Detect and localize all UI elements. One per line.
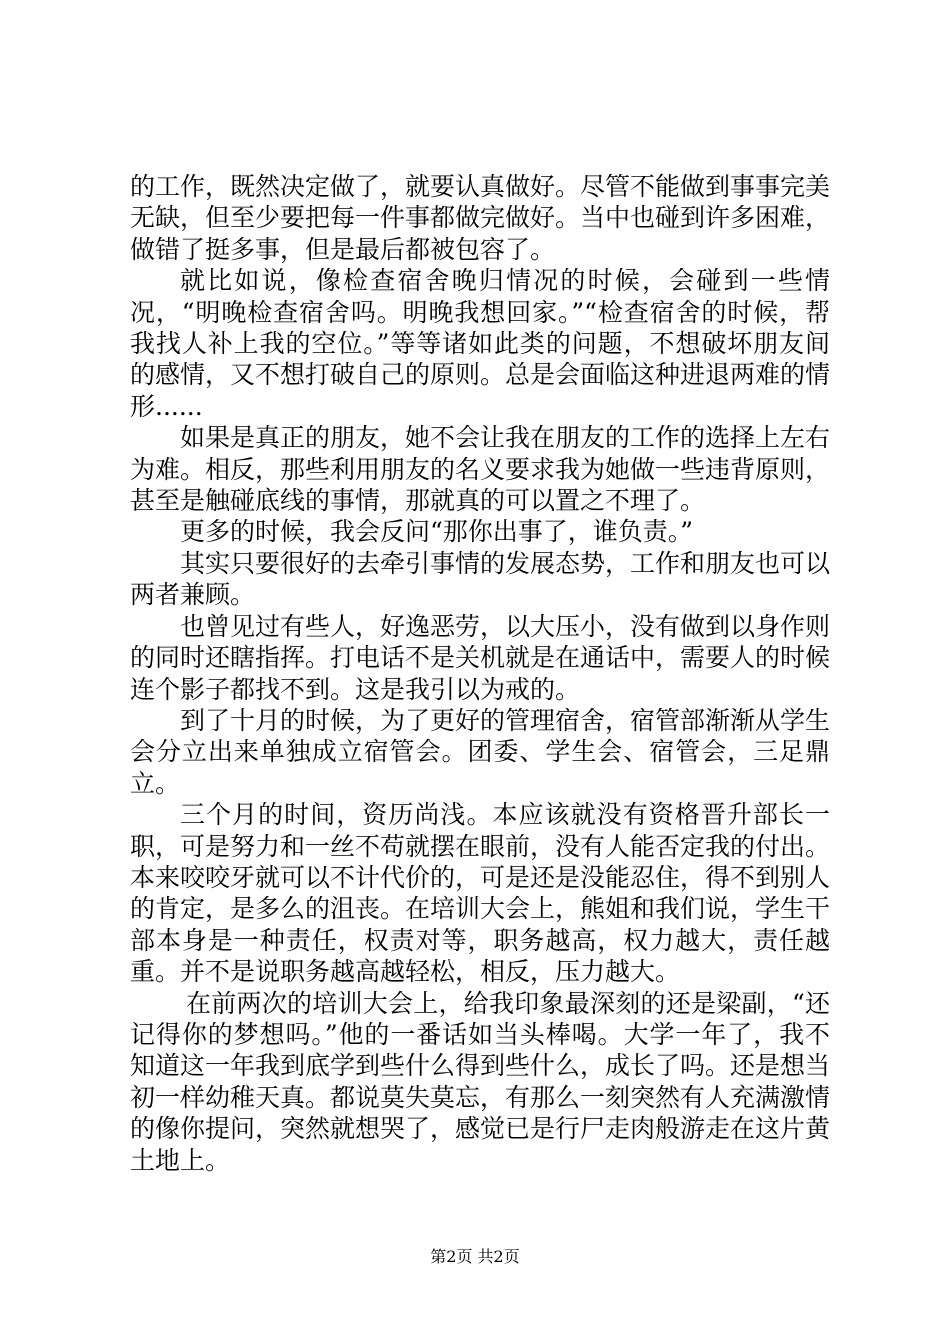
paragraph: 的工作，既然决定做了，就要认真做好。尽管不能做到事事完美无缺，但至少要把每一件事都做完做好。当中也碰到许多困难，做错了挺多事，但是最后都被包容了。 xyxy=(130,172,831,264)
paragraph: 到了十月的时候，为了更好的管理宿舍，宿管部渐渐从学生会分立出来单独成立宿管会。团委、学生会、宿管会，三足鼎立。 xyxy=(130,705,831,798)
paragraph: 更多的时候，我会反问“那你出事了，谁负责。” xyxy=(180,517,694,547)
paragraph: 也曾见过有些人，好逸恶劳，以大压小，没有做到以身作则的同时还瞎指挥。打电话不是关机就是在通话中，需要人的时候连个影子都找不到。这是我引以为戒的。 xyxy=(130,611,831,704)
paragraph: 如果是真正的朋友，她不会让我在朋友的工作的选择上左右为难。相反，那些利用朋友的名义要求我为她做一些违背原则，甚至是触碰底线的事情，那就真的可以置之不理了。 xyxy=(130,423,831,516)
paragraph: 其实只要很好的去牵引事情的发展态势，工作和朋友也可以两者兼顾。 xyxy=(130,548,831,610)
paragraph: 就比如说，像检查宿舍晚归情况的时候，会碰到一些情况，“明晚检查宿舍吗。明晚我想回家。”“检查宿舍的时候，帮我找人补上我的空位。”等等诸如此类的问题，不想破坏朋友间的感情，又不想打破自己的原则。总是会面临这种进退两难的情形...... xyxy=(130,266,831,421)
paragraph: 在前两次的培训大会上，给我印象最深刻的还是梁副，“还记得你的梦想吗。”他的一番话如当头棒喝。大学一年了，我不知道这一年我到底学到些什么得到些什么，成长了吗。还是想当初一样幼稚天真。都说莫失莫忘，有那么一刻突然有人充满激情的像你提问，突然就想哭了，感觉已是行尸走肉般游走在这片黄土地上。 xyxy=(130,988,831,1175)
paragraph: 三个月的时间，资历尚浅。本应该就没有资格晋升部长一职，可是努力和一丝不苟就摆在眼前，没有人能否定我的付出。本来咬咬牙就可以不计代价的，可是还是没能忍住，得不到别人的肯定，是多么的沮丧。在培训大会上，熊姐和我们说，学生干部本身是一种责任，权责对等，职务越高，权力越大，责任越重。并不是说职务越高越轻松，相反，压力越大。 xyxy=(130,800,831,987)
page-number-footer: 第2页 共2页 xyxy=(430,1247,520,1266)
document-body xyxy=(130,171,830,1176)
